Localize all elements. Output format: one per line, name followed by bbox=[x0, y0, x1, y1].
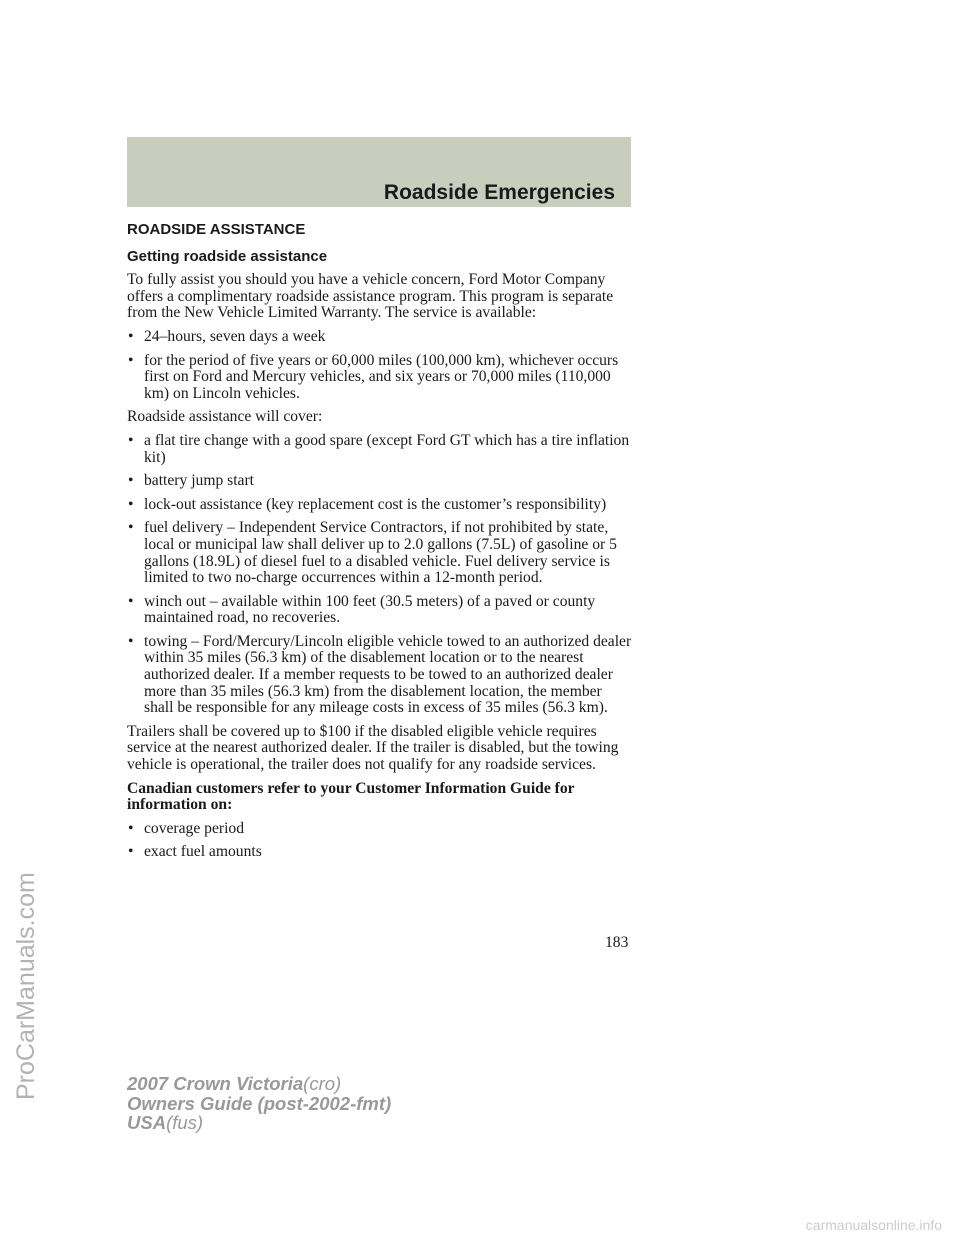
list-item: • coverage period bbox=[128, 819, 245, 837]
page-content bbox=[127, 218, 633, 868]
availability-list bbox=[127, 329, 633, 402]
watermark-text: ProCarManuals.com bbox=[12, 872, 40, 1100]
footer-line-2: Owners Guide (post-2002-fmt) bbox=[127, 1092, 392, 1114]
bullet-icon: • bbox=[128, 495, 134, 513]
bullet-icon: • bbox=[128, 592, 134, 610]
bullet-icon: • bbox=[128, 351, 134, 369]
list-item: • a flat tire change with a good spare (except Ford GT which has a tire inflation kit) bbox=[128, 431, 630, 466]
bullet-icon: • bbox=[128, 519, 134, 537]
page-number: 183 bbox=[605, 934, 629, 951]
coverage-intro: Roadside assistance will cover: bbox=[127, 408, 323, 426]
list-item: • 24–hours, seven days a week bbox=[128, 327, 326, 345]
bullet-icon: • bbox=[128, 632, 134, 650]
coverage-list bbox=[127, 433, 633, 717]
section-header-band bbox=[127, 137, 631, 207]
canadian-note: Canadian customers refer to your Customer Information Guide for information on: bbox=[127, 779, 575, 814]
site-watermark: carmanualsonline.info bbox=[805, 1217, 942, 1233]
bullet-icon: • bbox=[128, 472, 134, 490]
list-item: • winch out – available within 100 feet (30.5 meters) of a paved or county maintained road, no recoveries. bbox=[128, 592, 596, 627]
section-title: Roadside Emergencies bbox=[383, 181, 615, 204]
intro-paragraph: To fully assist you should you have a vehicle concern, Ford Motor Company offers a complimentary roadside assistance program. This program is separate from the New Vehicle Limited Warranty. The service is available: bbox=[127, 271, 614, 322]
section-heading: ROADSIDE ASSISTANCE bbox=[127, 221, 306, 238]
subheading: Getting roadside assistance bbox=[127, 247, 328, 265]
bullet-icon: • bbox=[128, 431, 134, 449]
list-item: • fuel delivery – Independent Service Contractors, if not prohibited by state, local or municipal law shall deliver up to 2.0 gallons (7.5L) of gasoline or 5 gallons (18.9L) of diesel fuel to a disabled vehicle. Fuel delivery service is limited to two no-charge occurrences within a 12-month period. bbox=[128, 519, 617, 587]
list-item: • exact fuel amounts bbox=[128, 843, 262, 861]
footer-line-3: USA(fus) bbox=[127, 1112, 204, 1133]
bullet-icon: • bbox=[128, 819, 134, 837]
list-item: • lock-out assistance (key replacement cost is the customer’s responsibility) bbox=[128, 495, 607, 513]
list-item: • towing – Ford/Mercury/Lincoln eligible vehicle towed to an authorized dealer within 35 miles (56.3 km) of the disablement location or to the nearest authorized dealer. If a member requests to be towed to an authorized dealer more than 35 miles (56.3 km) from the disablement location, the member shall be responsible for any mileage costs in excess of 35 miles (56.3 km). bbox=[128, 632, 632, 717]
list-item: • for the period of five years or 60,000 miles (100,000 km), whichever occurs first on Ford and Mercury vehicles, and six years or 70,000 miles (110,000 km) on Lincoln vehicles. bbox=[128, 351, 619, 402]
list-item: • battery jump start bbox=[128, 472, 254, 490]
bullet-icon: • bbox=[128, 843, 134, 861]
bullet-icon: • bbox=[128, 327, 134, 345]
document-footer bbox=[127, 1074, 391, 1133]
canadian-list bbox=[127, 821, 633, 861]
footer-line-1: 2007 Crown Victoria(cro) bbox=[127, 1073, 342, 1094]
trailers-paragraph: Trailers shall be covered up to $100 if the disabled eligible vehicle requires service at the nearest authorized dealer. If the trailer is disabled, but the towing vehicle is operational, the trailer does not qualify for any roadside services. bbox=[127, 722, 619, 774]
